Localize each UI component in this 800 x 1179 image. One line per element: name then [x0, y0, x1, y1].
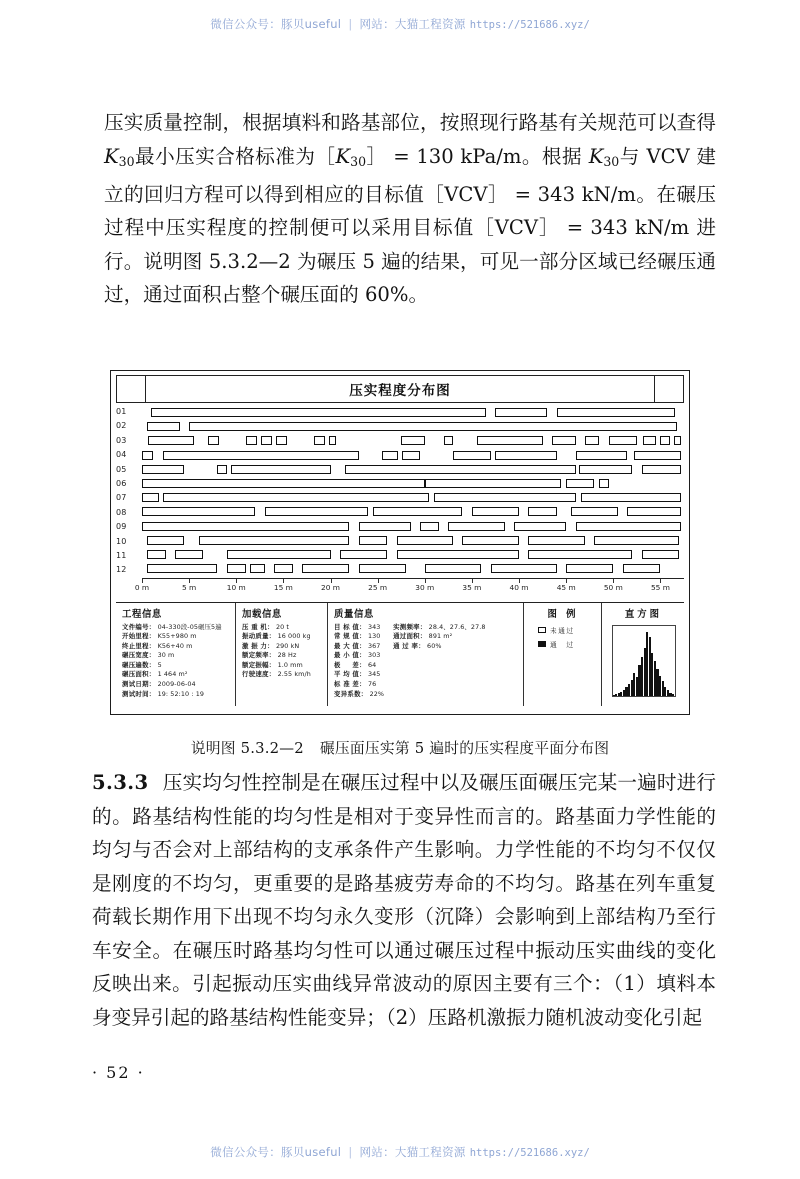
symbol-k30-2: K	[335, 144, 351, 168]
load-info-value: 1.0 mm	[275, 660, 303, 669]
plot-segment	[576, 522, 682, 531]
axis-tick	[566, 579, 567, 583]
panel-load-info	[236, 603, 328, 706]
section-number: 5.3.3	[92, 771, 149, 794]
load-info-value: 20 t	[273, 622, 290, 631]
quality-info-key: 最 小 值：	[334, 651, 366, 660]
watermark-site-name: 大猫工程资源	[394, 17, 466, 31]
quality-info-row	[334, 651, 384, 661]
axis-tick	[283, 579, 284, 583]
plot-segment	[495, 408, 547, 417]
quality-info-value: 343	[365, 622, 381, 631]
plot-segment	[576, 451, 628, 460]
plot-segment	[151, 408, 486, 417]
page-number: · 52 ·	[92, 1063, 145, 1082]
plot-segment	[585, 436, 599, 445]
project-info-key: 开始里程：	[122, 632, 156, 641]
axis-tick	[331, 579, 332, 583]
load-info-row	[242, 632, 322, 642]
row-label-09: 09	[116, 522, 127, 532]
panel-project-title: 工程信息	[122, 609, 162, 620]
figure-caption-text: 碾压面压实第 5 遍时的压实程度平面分布图	[319, 740, 610, 757]
figure-caption	[110, 737, 690, 758]
quality-info-row	[334, 642, 384, 652]
watermark-site-label: 网站：	[359, 17, 395, 31]
legend-item	[538, 639, 596, 649]
watermark-footer-separator: |	[348, 1145, 353, 1159]
plot-segment	[276, 436, 287, 445]
row-label-10: 10	[116, 536, 127, 546]
plot-segment	[147, 564, 218, 573]
plot-segment	[163, 493, 430, 502]
watermark-wechat-label: 微信公众号：	[210, 17, 282, 31]
plot-segment	[557, 408, 675, 417]
plot-segment	[147, 550, 166, 559]
plot-segment	[345, 465, 576, 474]
panel-quality-right	[393, 623, 485, 700]
quality-info-value: 367	[365, 641, 381, 650]
quality-info-key: 实测频率：	[393, 622, 427, 631]
plot-segment	[642, 465, 682, 474]
row-label-07: 07	[116, 493, 127, 503]
plot-segment	[265, 507, 369, 516]
panel-histogram	[602, 603, 684, 706]
plot-segment	[566, 479, 594, 488]
panel-legend	[524, 603, 602, 706]
plot-segment	[634, 451, 681, 460]
watermark-separator: |	[348, 17, 353, 31]
axis-tick	[189, 579, 190, 583]
histogram-plot	[612, 625, 676, 697]
figure-plot-canvas	[142, 406, 684, 578]
plot-segment	[340, 550, 387, 559]
plot-segment	[642, 550, 680, 559]
quality-info-key: 极 差：	[334, 660, 366, 669]
quality-info-value: 60%	[424, 641, 442, 650]
plot-segment	[302, 564, 349, 573]
quality-info-row	[393, 623, 485, 633]
watermark-footer-url: https://521686.xyz/	[469, 1147, 590, 1159]
axis-tick-label: 10 m	[226, 583, 246, 592]
plot-segment	[199, 536, 350, 545]
legend-items	[530, 625, 596, 649]
plot-segment	[274, 564, 293, 573]
plot-segment	[142, 465, 184, 474]
project-info-key: 测试日期：	[122, 680, 156, 689]
quality-info-key: 平 均 值：	[334, 670, 366, 679]
load-info-row	[242, 651, 322, 661]
quality-info-row	[334, 690, 384, 700]
watermark-footer	[0, 1144, 800, 1160]
plot-segment	[147, 536, 185, 545]
plot-segment	[329, 436, 337, 445]
quality-info-row	[334, 632, 384, 642]
row-label-12: 12	[116, 565, 127, 575]
plot-segment	[599, 479, 608, 488]
plot-segment	[175, 550, 203, 559]
axis-tick-label: 15 m	[273, 583, 293, 592]
symbol-k30-1: K	[104, 144, 119, 168]
plot-segment	[579, 465, 632, 474]
panel-quality-info	[328, 603, 524, 706]
row-label-04: 04	[116, 450, 127, 460]
axis-tick-label: 35 m	[462, 583, 482, 592]
plot-segment	[402, 451, 420, 460]
load-info-key: 激 振 力：	[242, 641, 274, 650]
plot-segment	[420, 522, 439, 531]
legend-swatch-pass-icon	[538, 641, 546, 648]
plot-segment	[528, 550, 632, 559]
project-info-key: 碾压宽度：	[122, 651, 156, 660]
quality-info-row	[334, 680, 384, 690]
plot-segment	[495, 451, 557, 460]
plot-segment	[627, 507, 681, 516]
plot-segment	[623, 564, 661, 573]
load-info-value: 290 kN	[273, 641, 300, 650]
axis-tick	[519, 579, 520, 583]
histogram-title: 直方图	[624, 609, 663, 620]
project-info-row	[122, 670, 230, 680]
load-info-key: 额定振幅：	[242, 660, 276, 669]
quality-info-key: 通过面积：	[393, 632, 427, 641]
plot-segment	[246, 436, 257, 445]
plot-segment	[231, 465, 331, 474]
panel-quality-title: 质量信息	[334, 609, 374, 620]
plot-segment	[208, 436, 219, 445]
quality-info-value: 64	[365, 660, 377, 669]
row-label-03: 03	[116, 435, 127, 445]
plot-segment	[448, 522, 505, 531]
plot-segment	[528, 507, 556, 516]
axis-tick-label: 55 m	[650, 583, 670, 592]
plot-segment	[142, 479, 425, 488]
plot-segment	[552, 436, 576, 445]
plot-segment	[142, 451, 153, 460]
plot-segment	[660, 436, 669, 445]
body-upper	[104, 106, 716, 312]
plot-segment	[250, 564, 264, 573]
quality-info-value: 22%	[367, 689, 385, 698]
axis-tick-label: 30 m	[415, 583, 435, 592]
watermark-footer-site-label: 网站：	[359, 1145, 395, 1159]
symbol-k30-1-sub: 30	[118, 153, 135, 169]
watermark-footer-wechat-name: 豚贝useful	[281, 1145, 342, 1159]
paragraph-upper	[104, 106, 716, 312]
quality-info-row	[334, 670, 384, 680]
plot-segment	[434, 493, 575, 502]
paragraph-section-533	[92, 766, 716, 1034]
plot-segment	[359, 564, 406, 573]
quality-info-key: 通 过 率：	[393, 641, 425, 650]
quality-info-row	[393, 632, 485, 642]
quality-info-row	[334, 623, 384, 633]
symbol-k30-2-sub: 30	[350, 153, 367, 169]
row-label-11: 11	[116, 550, 127, 560]
plot-segment	[382, 451, 398, 460]
axis-tick	[425, 579, 426, 583]
project-info-key: 碾压面积：	[122, 670, 156, 679]
plot-segment	[261, 436, 272, 445]
axis-tick	[660, 579, 661, 583]
section-body-text: 压实均匀性控制是在碾压过程中以及碾压面碾压完某一遍时进行的。路基结构性能的均匀性是相对于变异性而言的。路基面力学性能的均匀与否会对上部结构的支承条件产生影响。力学性能的不均匀不仅仅是刚度的不均匀，更重要的是路基疲劳寿命的不均匀。路基在列车重复荷载长期作用下出现不均匀永久变形（沉降）会影响到上部结构乃至行车安全。在碾压时路基均匀性可以通过碾压过程中振动压实曲线的变化反映出来。引起振动压实曲线异常波动的原因主要有三个：（1）填料本身变异引起的路基结构性能变异；（2）压路机激振力随机波动变化引起	[92, 771, 716, 1029]
quality-info-value: 303	[365, 651, 381, 660]
quality-info-row	[393, 642, 485, 652]
quality-info-value: 345	[365, 670, 381, 679]
watermark-footer-wechat-label: 微信公众号：	[210, 1145, 282, 1159]
plot-segment	[401, 436, 425, 445]
symbol-k30-3: K	[588, 144, 604, 168]
quality-info-value: 130	[365, 632, 381, 641]
panel-project-rows	[122, 623, 230, 700]
figure-plot-area	[116, 406, 684, 578]
legend-swatch-fail-icon	[538, 627, 546, 634]
panel-quality-grid	[334, 623, 518, 700]
axis-tick	[236, 579, 237, 583]
project-info-value: 30 m	[155, 651, 175, 660]
row-label-01: 01	[116, 407, 127, 416]
axis-tick-label: 40 m	[509, 583, 529, 592]
panel-load-title: 加载信息	[242, 609, 282, 620]
plot-segment	[566, 564, 613, 573]
legend-title: 图 例	[547, 609, 579, 620]
project-info-value: K55+980 m	[155, 632, 197, 641]
project-info-key: 碾压遍数：	[122, 660, 156, 669]
plot-segment	[217, 465, 226, 474]
axis-tick-label: 50 m	[603, 583, 623, 592]
project-info-value: K56+40 m	[155, 641, 193, 650]
load-info-key: 振动质量：	[242, 632, 276, 641]
panel-quality-left	[334, 623, 384, 700]
plot-segment	[142, 522, 349, 531]
axis-tick-label: 20 m	[321, 583, 340, 592]
figure-title-left-cell	[117, 376, 146, 402]
load-info-value: 2.55 km/h	[275, 670, 311, 679]
plot-segment	[514, 522, 566, 531]
load-info-row	[242, 670, 322, 680]
axis-tick-label: 0 m	[134, 583, 150, 592]
project-info-value: 2009-06-04	[155, 680, 196, 689]
para-text-b: 最小压实合格标准为［	[134, 144, 336, 168]
plot-segment	[314, 436, 325, 445]
load-info-key: 额定频率：	[242, 651, 276, 660]
histogram-bar	[672, 694, 674, 696]
plot-segment	[373, 507, 463, 516]
panel-load-rows	[242, 623, 322, 681]
figure-row-labels	[116, 406, 142, 578]
project-info-row	[122, 642, 230, 652]
axis-tick-label: 25 m	[368, 583, 388, 592]
load-info-row	[242, 642, 322, 652]
figure-caption-number: 说明图 5.3.2—2	[190, 740, 304, 757]
plot-segment	[643, 436, 655, 445]
project-info-row	[122, 690, 230, 700]
plot-segment	[491, 564, 557, 573]
plot-segment	[227, 564, 246, 573]
plot-segment	[462, 536, 519, 545]
plot-segment	[594, 536, 679, 545]
plot-segment	[571, 507, 618, 516]
quality-info-key: 标 准 差：	[334, 680, 366, 689]
watermark-header	[0, 16, 800, 32]
row-label-06: 06	[116, 478, 127, 488]
plot-segment	[397, 550, 520, 559]
plot-segment	[147, 422, 180, 431]
axis-tick-label: 5 m	[181, 583, 197, 592]
figure-frame	[110, 370, 690, 715]
para-text-a: 压实质量控制，根据填料和路基部位，按照现行路基有关规范可以查得	[104, 111, 716, 134]
plot-segment	[453, 451, 491, 460]
plot-segment	[359, 536, 387, 545]
axis-tick	[613, 579, 614, 583]
figure-title-bar	[116, 375, 684, 403]
project-info-value: 1 464 m²	[155, 670, 188, 679]
axis-tick-label: 45 m	[556, 583, 576, 592]
row-label-08: 08	[116, 507, 127, 517]
symbol-k30-3-sub: 30	[603, 153, 620, 169]
plot-segment	[674, 436, 682, 445]
quality-info-key: 常 规 值：	[334, 632, 366, 641]
plot-segment	[528, 536, 585, 545]
watermark-wechat-name: 豚贝useful	[281, 17, 342, 31]
figure-x-axis	[134, 578, 684, 599]
plot-segment	[425, 564, 482, 573]
panel-project-info	[116, 603, 236, 706]
figure-compaction-distribution	[110, 370, 690, 715]
project-info-row	[122, 651, 230, 661]
load-info-value: 16 000 kg	[275, 632, 311, 641]
row-label-02: 02	[116, 421, 127, 431]
quality-info-key: 最 大 值：	[334, 641, 366, 650]
para-text-c: ］ = 130 kPa/m。根据	[366, 144, 589, 168]
plot-segment	[359, 522, 411, 531]
axis-tick	[142, 579, 143, 583]
project-info-value: 5	[155, 660, 162, 669]
legend-item	[538, 625, 596, 635]
legend-item-label: 未通过	[550, 627, 575, 635]
project-info-key: 终止里程：	[122, 641, 156, 650]
project-info-value: 19: 52:10 : 19	[155, 689, 205, 698]
project-info-row	[122, 680, 230, 690]
axis-tick	[378, 579, 379, 583]
project-info-key: 测试时间：	[122, 689, 156, 698]
figure-info-strip	[116, 602, 684, 706]
figure-title-right-cell	[654, 376, 683, 402]
quality-info-value: 28.4、27.6、27.8	[426, 622, 486, 631]
plot-segment	[581, 493, 681, 502]
plot-segment	[189, 422, 677, 431]
load-info-value: 28 Hz	[275, 651, 297, 660]
project-info-row	[122, 632, 230, 642]
plot-segment	[609, 436, 637, 445]
plot-segment	[472, 507, 519, 516]
plot-segment	[477, 436, 543, 445]
row-label-05: 05	[116, 464, 127, 474]
plot-segment	[163, 451, 359, 460]
plot-segment	[148, 436, 194, 445]
plot-segment	[227, 550, 331, 559]
legend-item-label: 通 过	[550, 641, 575, 649]
project-info-key: 文件编号：	[122, 622, 156, 631]
project-info-row	[122, 623, 230, 633]
watermark-footer-site-name: 大猫工程资源	[394, 1145, 466, 1159]
quality-info-value: 76	[365, 680, 377, 689]
watermark-url: https://521686.xyz/	[469, 19, 590, 31]
plot-segment	[142, 493, 159, 502]
load-info-key: 行驶速度：	[242, 670, 276, 679]
plot-segment	[142, 507, 255, 516]
axis-tick	[472, 579, 473, 583]
figure-title-text: 压实程度分布图	[349, 383, 451, 399]
plot-segment	[397, 536, 454, 545]
para-text-d: 与 VCV 建立的回归方程可以得到相应的目标值［VCV］ = 343 kN/m。在碾压过程中压实程度的控制便可以采用目标值［VCV］ = 343 kN/m 进行。说明图 5.3.2—2 为碾压 5 遍的结果，可见一部分区域已经碾压通过，通过面积占整个碾压面的 60%。	[104, 144, 717, 307]
project-info-value: 04-330段-05碾压5遍	[155, 622, 222, 631]
plot-segment	[444, 436, 453, 445]
load-info-row	[242, 623, 322, 633]
load-info-key: 压 重 机：	[242, 622, 274, 631]
quality-info-value: 891 m²	[426, 632, 453, 641]
plot-segment	[425, 479, 562, 488]
body-lower	[92, 766, 716, 1034]
quality-info-key: 变异系数：	[334, 689, 368, 698]
quality-info-key: 目 标 值：	[334, 622, 366, 631]
